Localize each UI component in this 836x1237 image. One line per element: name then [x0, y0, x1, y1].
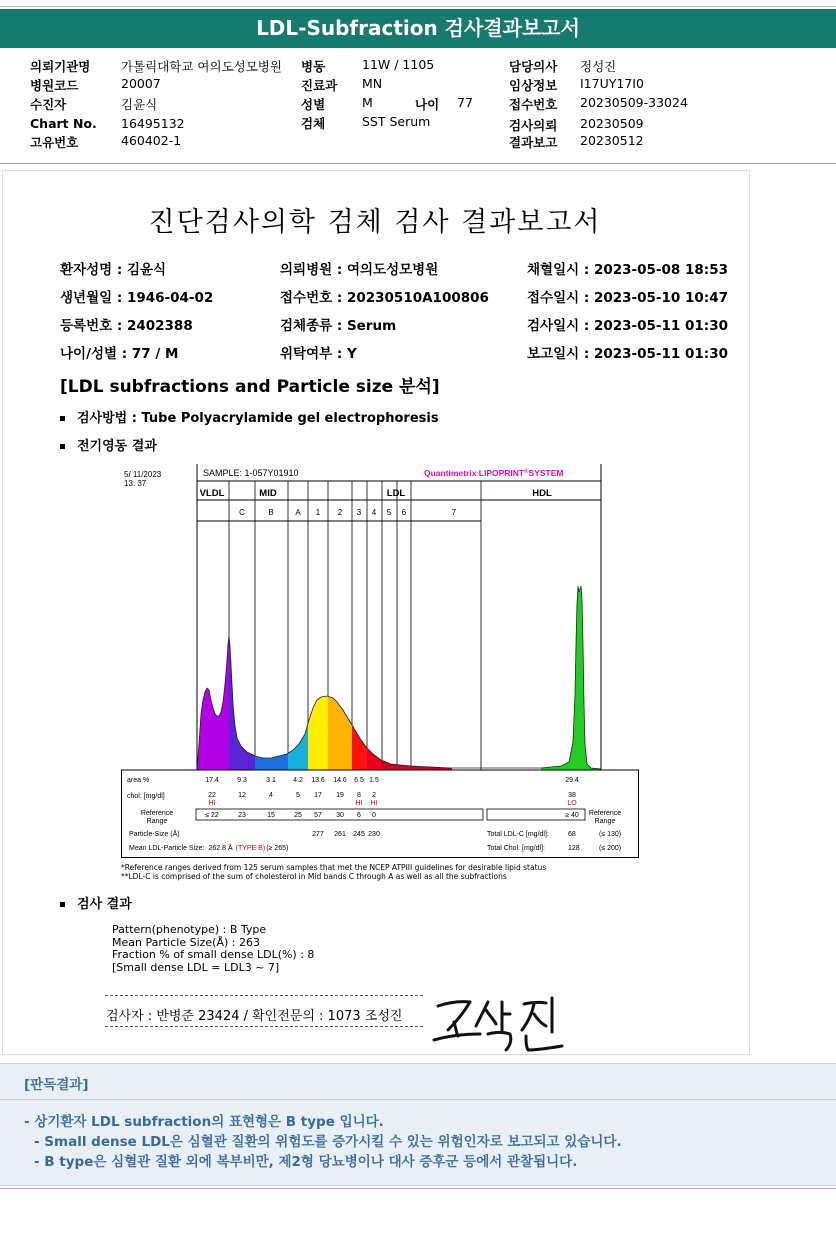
- ref-label: Range: [146, 818, 168, 825]
- mean-size-type: (TYPE B): [235, 845, 266, 852]
- chol-value: 19: [336, 792, 344, 799]
- particle-size-value: 245: [353, 831, 365, 838]
- footnote: *Reference ranges derived from 125 serum samples that met the NCEP ATPIII guidelines for desirable lipid status: [121, 863, 547, 872]
- reference-value: 25: [294, 812, 302, 819]
- band-label: 7: [451, 508, 457, 517]
- reference-value: ≤ 22: [205, 812, 219, 819]
- mean-size-ref: (≥ 265): [266, 845, 289, 852]
- interpretation-line: - 상기환자 LDL subfraction의 표현형은 B type 입니다.: [24, 1114, 384, 1130]
- band-label: 3: [356, 508, 362, 517]
- header-value: 가톨릭대학교 여의도성모병원: [121, 59, 282, 74]
- patient-info: 검체종류 : Serum: [280, 318, 397, 334]
- interpretation-divider: [0, 1099, 836, 1100]
- section-heading: [LDL subfractions and Particle size 분석]: [60, 377, 440, 397]
- chol-value: 8: [357, 792, 361, 799]
- band-label: 2: [337, 508, 343, 517]
- header-label: Chart No.: [30, 116, 97, 131]
- total-chol-ref: (≤ 200): [599, 845, 622, 852]
- patient-info: 의뢰병원 : 여의도성모병원: [280, 262, 439, 278]
- chart-sample: SAMPLE: 1-057Y01910: [203, 468, 299, 478]
- header-value: 20230509-33024: [580, 95, 688, 110]
- interpretation-title: [판독결과]: [24, 1077, 89, 1093]
- chol-value: 38: [568, 792, 576, 799]
- header-value: 77: [457, 95, 473, 110]
- header-label: 검사의뢰: [509, 118, 558, 133]
- header-label: 나이: [415, 97, 440, 112]
- registered-mark: ®: [524, 469, 529, 475]
- header-value: MN: [362, 76, 383, 91]
- reference-value: 23: [238, 812, 246, 819]
- patient-info: 생년월일 : 1946-04-02: [60, 290, 214, 306]
- header-value: 460402-1: [121, 133, 182, 148]
- patient-info: 위탁여부 : Y: [280, 346, 357, 362]
- top-border: [0, 0, 836, 7]
- chol-value: 17: [314, 792, 322, 799]
- ref-label: Range: [594, 818, 616, 825]
- chol-value: 2: [372, 792, 376, 799]
- patient-info: 환자성명 : 김윤식: [60, 262, 167, 278]
- region-label-vldl: VLDL: [199, 488, 225, 499]
- reference-value: 0: [372, 812, 376, 819]
- chol-value: 22: [208, 792, 216, 799]
- header-label: 접수번호: [509, 97, 558, 112]
- header-label: 담당의사: [509, 59, 558, 74]
- reference-value: ≥ 40: [565, 812, 579, 819]
- chol-flag: LO: [567, 800, 577, 807]
- area-value: 13.6: [311, 777, 325, 784]
- interpretation-line: - B type은 심혈관 질환 외에 복부비만, 제2형 당뇨병이나 대사 증후군 등에서 관찰됩니다.: [34, 1154, 578, 1170]
- footnote: **LDL-C is comprised of the sum of cholesterol in Mid bands C through A as well as all the subfractions: [121, 872, 507, 881]
- header-value: 김윤식: [121, 97, 158, 112]
- band-label: 6: [401, 508, 407, 517]
- band-label: C: [239, 508, 245, 517]
- electro-heading: [60, 435, 157, 454]
- electrophoresis-chart: [121, 464, 639, 858]
- patient-info: 접수일시 : 2023-05-10 10:47: [527, 290, 728, 306]
- region-label-hdl: HDL: [532, 488, 552, 499]
- result-line: Pattern(phenotype) : B Type: [112, 923, 267, 936]
- area-row-label: area %: [127, 777, 150, 784]
- electro-text: 전기영동 결과: [77, 439, 157, 454]
- header-label: 수진자: [30, 97, 67, 112]
- area-value: 29.4: [565, 777, 579, 784]
- total-ldl-label: Total LDL-C [mg/dl]:: [487, 831, 549, 838]
- area-value: 3.1: [266, 777, 276, 784]
- header-label: 결과보고: [509, 135, 558, 150]
- header-value: I17UY17I0: [580, 76, 644, 91]
- area-value: 9.3: [237, 777, 247, 784]
- area-value: 14.6: [333, 777, 347, 784]
- header-label: 고유번호: [30, 135, 79, 150]
- brand-name: Quantimetrix LIPOPRINT: [424, 468, 525, 478]
- result-line: Fraction % of small dense LDL(%) : 8: [112, 948, 315, 961]
- area-value: 17.4: [205, 777, 219, 784]
- chol-row-label: chol. [mg/dl]: [127, 793, 165, 800]
- header-label: 진료과: [301, 78, 338, 93]
- mean-size-label: Mean LDL-Particle Size:: [129, 845, 205, 852]
- particle-size-value: 261: [334, 831, 346, 838]
- header-divider: [0, 163, 836, 164]
- area-value: 6.5: [354, 777, 364, 784]
- header-value: M: [362, 95, 373, 110]
- report-document-title: 진단검사의학 검체 검사 결과보고서: [148, 207, 602, 238]
- reference-value: 6: [357, 812, 361, 819]
- ref-label: Reference: [140, 810, 174, 817]
- bullet-icon: [60, 902, 65, 907]
- chol-value: 12: [238, 792, 246, 799]
- reference-value: 57: [314, 812, 322, 819]
- bullet-icon: [60, 444, 65, 449]
- patient-info: 채혈일시 : 2023-05-08 18:53: [527, 262, 728, 278]
- method-text: 검사방법 : Tube Polyacrylamide gel electrophoresis: [77, 411, 439, 426]
- result-heading-text: 검사 결과: [77, 897, 132, 912]
- ref-label: Reference: [588, 810, 622, 817]
- header-value: 20230509: [580, 116, 644, 131]
- header-value: 20230512: [580, 133, 644, 148]
- chol-flag: HI: [370, 800, 378, 807]
- handwritten-signature: [430, 992, 570, 1054]
- band-label: 5: [386, 508, 392, 517]
- band-label: A: [295, 508, 301, 517]
- bullet-icon: [60, 416, 65, 421]
- patient-info: 접수번호 : 20230510A100806: [280, 290, 489, 306]
- header-label: 의뢰기관명: [30, 59, 91, 74]
- report-title: LDL-Subfraction 검사결과보고서: [256, 16, 580, 40]
- mean-size-value: 262.8 Å: [208, 845, 233, 852]
- chol-flag: HI: [355, 800, 363, 807]
- signer-line: 검사자 : 반병준 23424 / 확인전문의 : 1073 조성진: [106, 1009, 403, 1024]
- reference-value: 30: [336, 812, 344, 819]
- chol-value: 4: [269, 792, 273, 799]
- method-line: [60, 407, 439, 426]
- reference-value: 15: [267, 812, 275, 819]
- particle-size-value: 230: [368, 831, 380, 838]
- brand-tail: SYSTEM: [528, 468, 564, 478]
- total-chol-value: 128: [568, 845, 580, 852]
- result-line: Mean Particle Size(Å) : 263: [112, 936, 260, 949]
- chol-flag: HI: [208, 800, 216, 807]
- chol-value: 5: [296, 792, 300, 799]
- page-end-rule: [0, 1188, 836, 1189]
- result-heading: [60, 893, 132, 912]
- header-label: 병동: [301, 59, 326, 74]
- header-value: SST Serum: [362, 114, 431, 129]
- signature-divider: [105, 1026, 423, 1027]
- interpretation-line: - Small dense LDL은 심혈관 질환의 위험도를 증가시킬 수 있는 위험인자로 보고되고 있습니다.: [34, 1134, 622, 1150]
- chart-time: 13: 37: [124, 479, 147, 488]
- plot-area: [121, 464, 639, 770]
- patient-info: 등록번호 : 2402388: [60, 318, 193, 334]
- report-title-bar: [0, 9, 836, 48]
- region-label-ldl: LDL: [386, 488, 406, 499]
- header-label: 병원코드: [30, 78, 79, 93]
- header-value: 정성진: [580, 59, 617, 74]
- header-label: 검체: [301, 116, 326, 131]
- patient-info: 보고일시 : 2023-05-11 01:30: [527, 346, 728, 362]
- header-label: 성별: [301, 97, 326, 112]
- total-ldl-value: 68: [568, 831, 576, 838]
- header-label: 임상정보: [509, 78, 558, 93]
- area-value: 1.5: [369, 777, 379, 784]
- band-label: 4: [371, 508, 377, 517]
- band-label: B: [268, 508, 274, 517]
- signature-divider: [105, 995, 423, 996]
- band-label: 1: [315, 508, 321, 517]
- header-value: 20007: [121, 76, 161, 91]
- chart-date: 5/ 11/2023: [124, 470, 162, 479]
- patient-info: 검사일시 : 2023-05-11 01:30: [527, 318, 728, 334]
- particle-size-label: Particle-Size (Å): [129, 831, 180, 838]
- header-value: 11W / 1105: [362, 57, 435, 72]
- area-value: 4.2: [293, 777, 303, 784]
- particle-size-value: 277: [312, 831, 324, 838]
- mean-size-line: [129, 843, 288, 852]
- total-chol-label: Total Chol. [mg/dl]:: [487, 845, 545, 852]
- region-label-mid: MID: [259, 488, 277, 499]
- patient-info: 나이/성별 : 77 / M: [60, 346, 179, 362]
- result-line: [Small dense LDL = LDL3 ~ 7]: [112, 961, 280, 974]
- header-value: 16495132: [121, 116, 185, 131]
- chart-brand: [424, 468, 564, 478]
- total-ldl-ref: (≤ 130): [599, 831, 622, 838]
